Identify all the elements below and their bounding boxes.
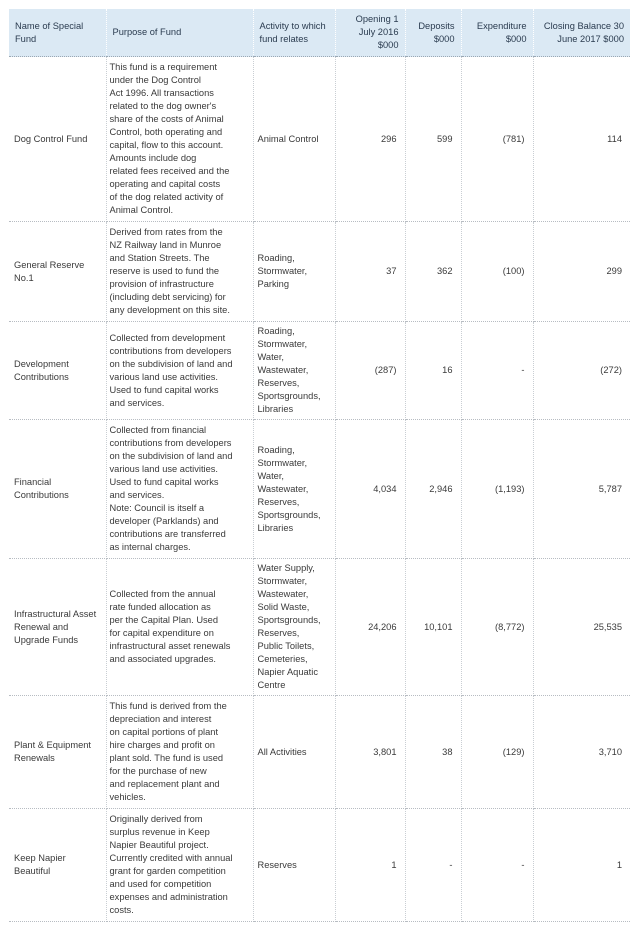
fund-activity: Roading, Stormwater, Water, Wastewater, Reserves, Sportsgrounds, Libraries [253, 420, 335, 559]
header-expenditure: Expenditure $000 [461, 9, 533, 57]
opening-value: 4,034 [335, 420, 405, 559]
deposits-value: 38 [405, 696, 461, 809]
opening-value: 1 [335, 809, 405, 922]
deposits-value: 10,101 [405, 559, 461, 696]
closing-value: 25,535 [533, 559, 630, 696]
fund-activity: Animal Control [253, 57, 335, 222]
fund-name: Financial Contributions [9, 420, 106, 559]
fund-name: Infrastructural Asset Renewal and Upgrade Funds [9, 559, 106, 696]
deposits-value: - [405, 809, 461, 922]
fund-activity: Roading, Stormwater, Water, Wastewater, Reserves, Sportsgrounds, Libraries [253, 322, 335, 420]
table-row [9, 559, 630, 696]
header-activity: Activity to which fund relates [253, 9, 335, 57]
deposits-value: 599 [405, 57, 461, 222]
deposits-value: 16 [405, 322, 461, 420]
closing-value: 114 [533, 57, 630, 222]
expenditure-value: (1,193) [461, 420, 533, 559]
expenditure-value: (100) [461, 222, 533, 322]
table-header-row [9, 9, 630, 57]
fund-purpose: Collected from development contributions from developers on the subdivision of land and various land use activities. Used to fund capital works and services. [106, 322, 253, 420]
opening-value: (287) [335, 322, 405, 420]
header-fund-name: Name of Special Fund [9, 9, 106, 57]
table-row [9, 222, 630, 322]
special-funds-table-container [9, 9, 630, 922]
fund-activity: Water Supply, Stormwater, Wastewater, Solid Waste, Sportsgrounds, Reserves, Public Toilets, Cemeteries, Napier Aquatic Centre [253, 559, 335, 696]
table-row [9, 696, 630, 809]
table-row [9, 420, 630, 559]
expenditure-value: (8,772) [461, 559, 533, 696]
expenditure-value: (781) [461, 57, 533, 222]
fund-purpose: This fund is derived from the depreciation and interest on capital portions of plant hire charges and profit on plant sold. The fund is used for the purchase of new and replacement plant and vehicles. [106, 696, 253, 809]
table-row [9, 322, 630, 420]
closing-value: 1 [533, 809, 630, 922]
deposits-value: 362 [405, 222, 461, 322]
expenditure-value: (129) [461, 696, 533, 809]
table-row [9, 57, 630, 222]
fund-name: General Reserve No.1 [9, 222, 106, 322]
fund-purpose: Originally derived from surplus revenue in Keep Napier Beautiful project. Currently credited with annual grant for garden competition and used for competition expenses and administration costs. [106, 809, 253, 922]
closing-value: 5,787 [533, 420, 630, 559]
fund-purpose: Collected from the annual rate funded allocation as per the Capital Plan. Used for capital expenditure on infrastructural asset renewals and associated upgrades. [106, 559, 253, 696]
opening-value: 24,206 [335, 559, 405, 696]
header-purpose: Purpose of Fund [106, 9, 253, 57]
fund-name: Keep Napier Beautiful [9, 809, 106, 922]
fund-purpose: Derived from rates from the NZ Railway land in Munroe and Station Streets. The reserve is used to fund the provision of infrastructure (including debt servicing) for any development on this site. [106, 222, 253, 322]
opening-value: 3,801 [335, 696, 405, 809]
fund-name: Plant & Equipment Renewals [9, 696, 106, 809]
fund-activity: Reserves [253, 809, 335, 922]
deposits-value: 2,946 [405, 420, 461, 559]
header-deposits: Deposits $000 [405, 9, 461, 57]
fund-activity: Roading, Stormwater, Parking [253, 222, 335, 322]
header-closing: Closing Balance 30 June 2017 $000 [533, 9, 630, 57]
table-row [9, 809, 630, 922]
fund-activity: All Activities [253, 696, 335, 809]
closing-value: 299 [533, 222, 630, 322]
expenditure-value: - [461, 809, 533, 922]
closing-value: 3,710 [533, 696, 630, 809]
fund-purpose: Collected from financial contributions from developers on the subdivision of land and various land use activities. Used to fund capital works and services. Note: Council is itself a developer (Parklands) and contributions are transferred as internal charges. [106, 420, 253, 559]
opening-value: 37 [335, 222, 405, 322]
fund-name: Development Contributions [9, 322, 106, 420]
header-opening: Opening 1 July 2016 $000 [335, 9, 405, 57]
closing-value: (272) [533, 322, 630, 420]
fund-purpose: This fund is a requirement under the Dog Control Act 1996. All transactions related to the dog owner's share of the costs of Animal Control, both operating and capital, flow to this account. Amounts include dog related fees received and the operating and capital costs of the dog related activity of Animal Control. [106, 57, 253, 222]
fund-name: Dog Control Fund [9, 57, 106, 222]
expenditure-value: - [461, 322, 533, 420]
opening-value: 296 [335, 57, 405, 222]
special-funds-table [9, 9, 630, 922]
